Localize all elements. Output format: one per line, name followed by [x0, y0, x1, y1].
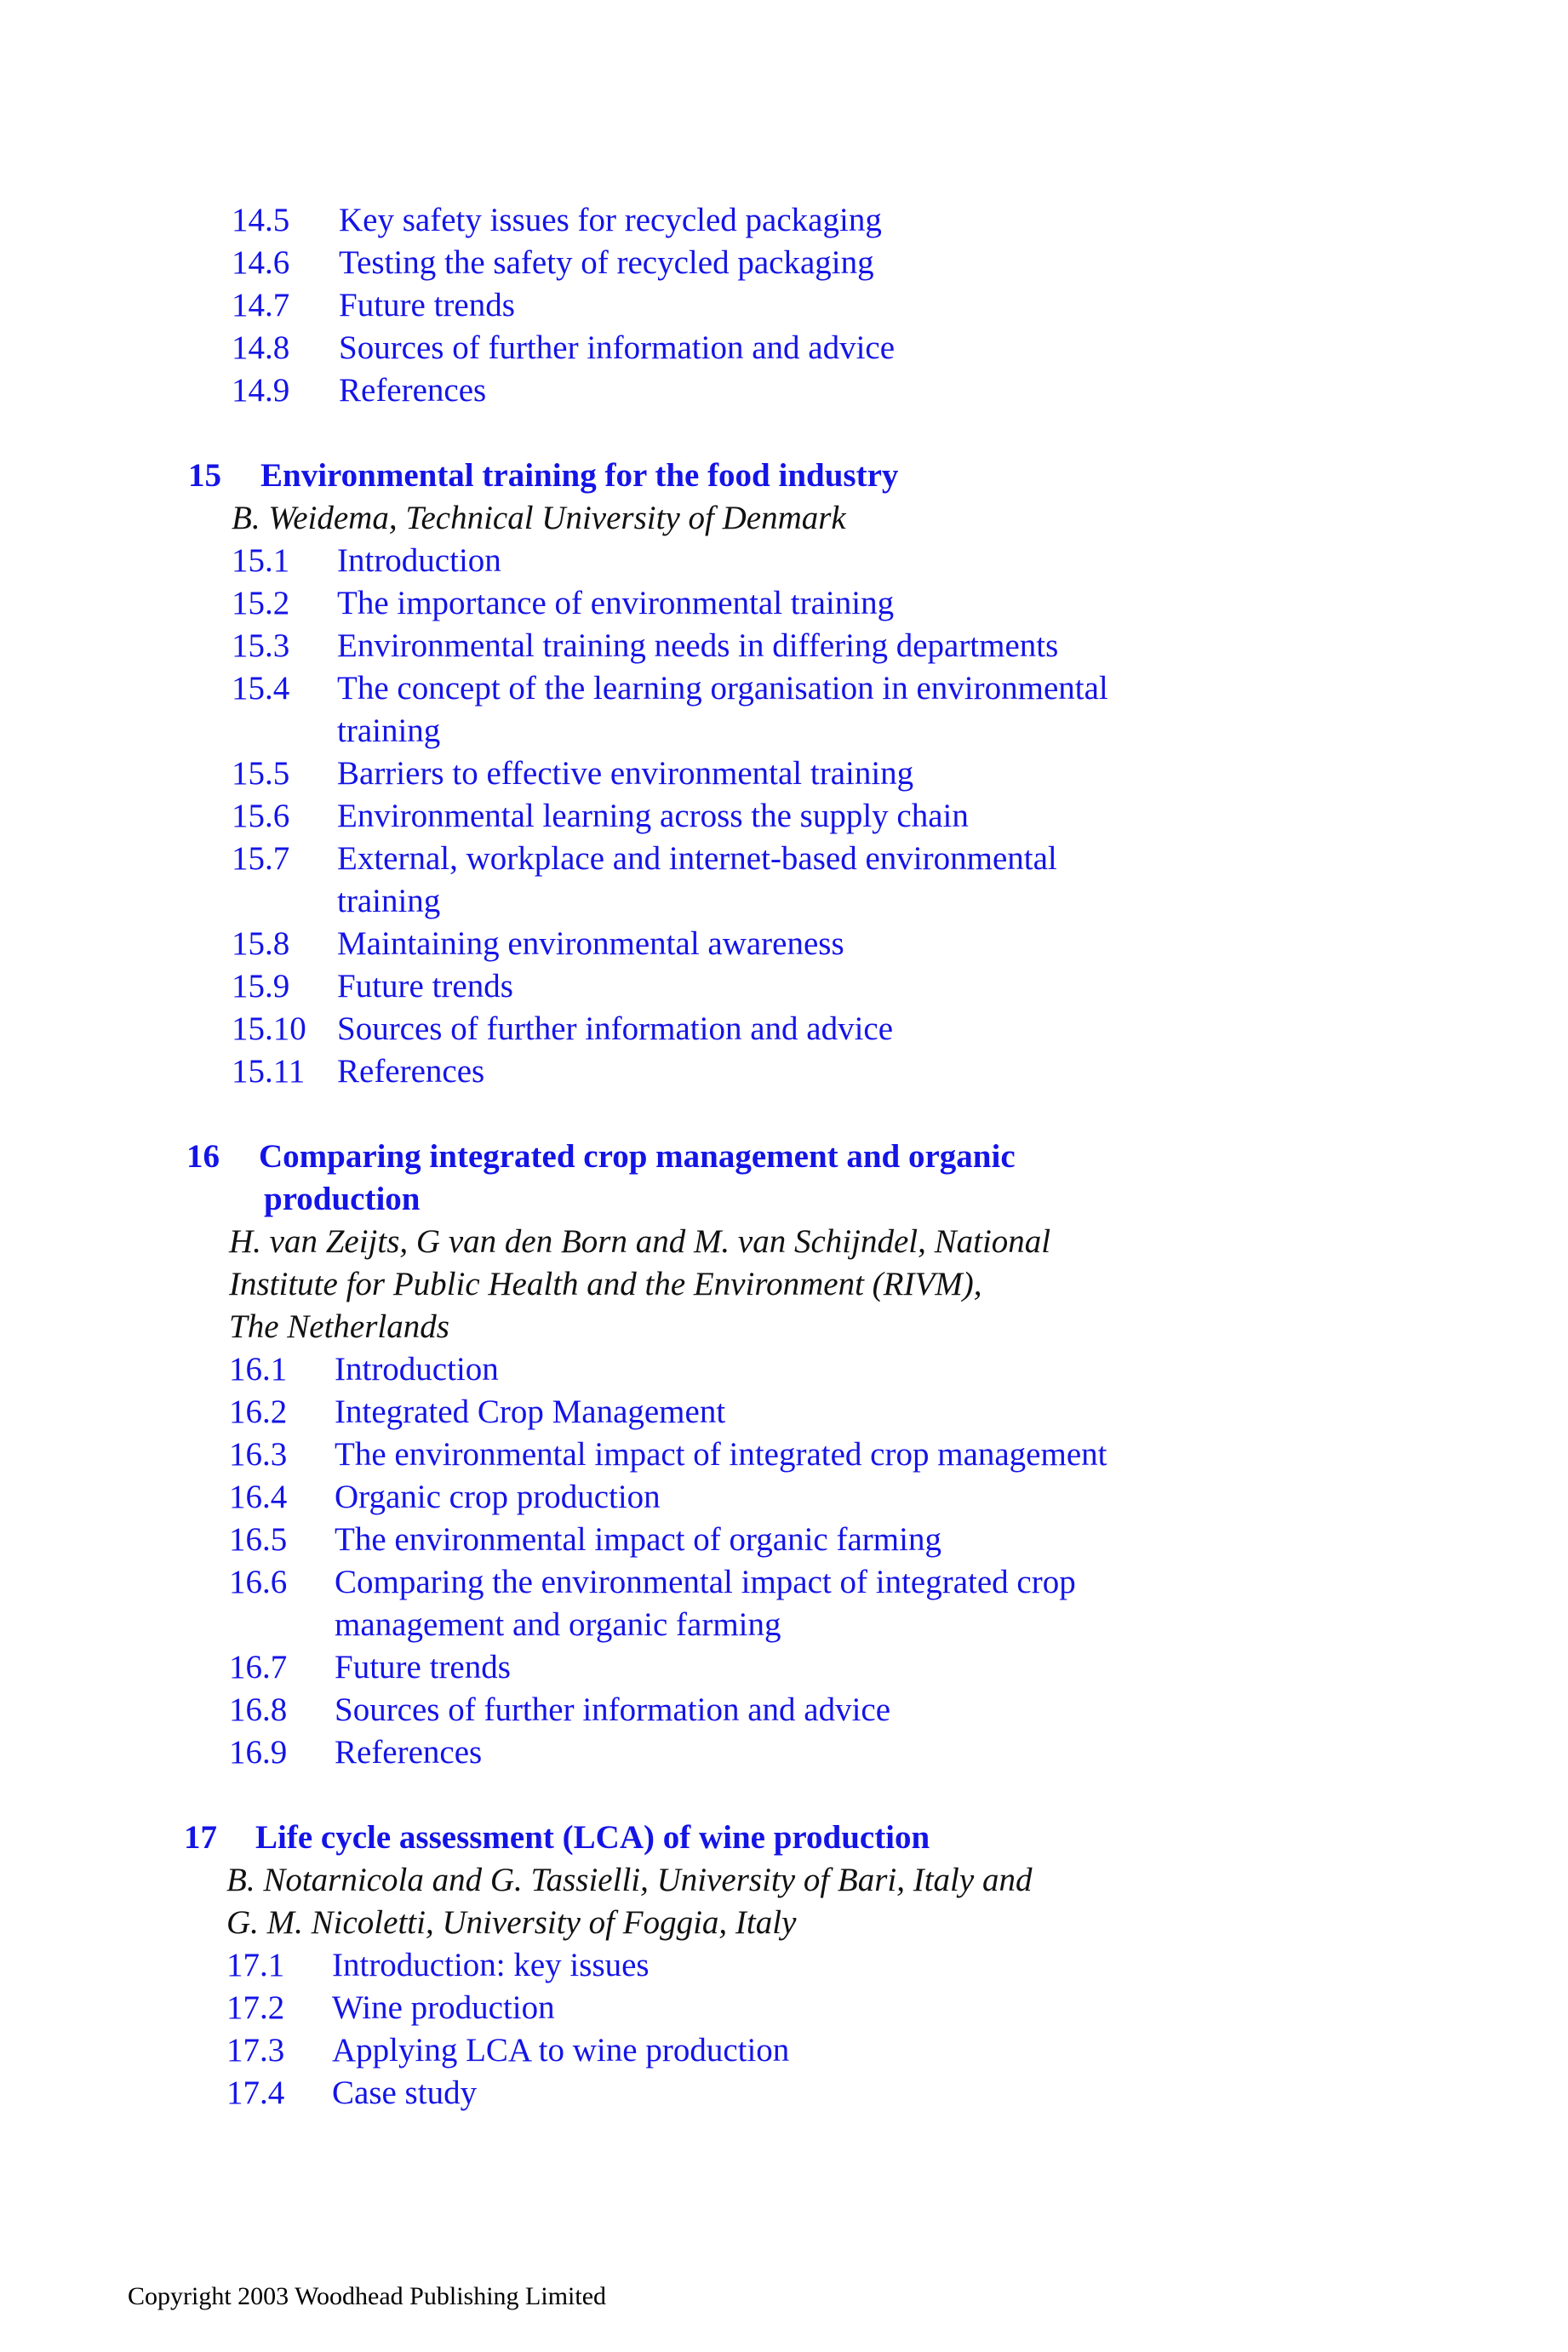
toc-entry-14-9[interactable]	[232, 369, 486, 412]
toc-entry-17-3[interactable]	[226, 2029, 789, 2072]
section-title: Future trends	[339, 287, 515, 323]
section-title: Key safety issues for recycled packaging	[339, 202, 882, 238]
toc-entry-14-5[interactable]	[232, 199, 882, 242]
section-title: Introduction	[337, 542, 501, 579]
section-number: 15.4	[232, 670, 290, 707]
toc-entry-16-9[interactable]	[229, 1731, 482, 1774]
toc-entry-16-3[interactable]	[229, 1434, 1107, 1476]
section-title: Environmental training needs in differing departments	[337, 627, 1059, 664]
chapter-17-author-line-2: G. M. Nicoletti, University of Foggia, Italy	[226, 1904, 797, 1941]
toc-entry-15-7-continuation[interactable]: training	[337, 883, 441, 919]
copyright-footer: Copyright 2003 Woodhead Publishing Limited	[128, 2282, 607, 2310]
chapter-16-author-line-1: H. van Zeijts, G van den Born and M. van Schijndel, National	[229, 1223, 1051, 1260]
section-number: 15.2	[232, 585, 290, 621]
section-number: 15.3	[232, 627, 290, 664]
section-number: 15.6	[232, 798, 290, 834]
section-title: Sources of further information and advice	[335, 1691, 891, 1728]
toc-entry-15-10[interactable]	[232, 1008, 893, 1050]
toc-entry-15-1[interactable]	[232, 540, 501, 582]
toc-entry-16-1[interactable]	[229, 1348, 499, 1391]
section-title: References	[335, 1734, 483, 1771]
toc-entry-15-3[interactable]	[232, 625, 1058, 667]
toc-entry-16-2[interactable]	[229, 1391, 725, 1434]
toc-entry-17-2[interactable]	[226, 1987, 555, 2029]
toc-entry-17-4[interactable]	[226, 2072, 477, 2115]
toc-entry-15-11[interactable]	[232, 1050, 484, 1093]
section-title: Wine production	[332, 1989, 555, 2026]
section-number: 16.1	[229, 1351, 288, 1388]
section-title: The concept of the learning organisation in environmental	[337, 670, 1108, 707]
section-number: 14.6	[232, 244, 290, 281]
toc-entry-14-7[interactable]	[232, 284, 515, 327]
section-number: 16.2	[229, 1393, 288, 1430]
section-title: The environmental impact of integrated crop management	[335, 1436, 1107, 1473]
section-number: 15.5	[232, 755, 290, 792]
chapter-16-author-line-3: The Netherlands	[229, 1308, 449, 1345]
toc-entry-14-8[interactable]	[232, 327, 895, 369]
chapter-number: 16	[186, 1138, 220, 1175]
section-number: 16.5	[229, 1521, 288, 1558]
chapter-17-heading[interactable]	[184, 1817, 930, 1859]
section-title: Maintaining environmental awareness	[337, 925, 844, 962]
section-title: Future trends	[337, 968, 513, 1004]
toc-entry-15-8[interactable]	[232, 923, 844, 965]
toc-entry-15-7[interactable]	[232, 838, 1057, 880]
chapter-16-author-line-2: Institute for Public Health and the Environment (RIVM),	[229, 1266, 982, 1302]
section-title: References	[339, 372, 487, 409]
section-title: Introduction: key issues	[332, 1947, 650, 1983]
chapter-17-author-line-1: B. Notarnicola and G. Tassielli, University of Bari, Italy and	[226, 1862, 1033, 1898]
section-number: 14.9	[232, 372, 290, 409]
section-title: Future trends	[335, 1649, 511, 1685]
section-number: 16.4	[229, 1479, 288, 1515]
section-number: 16.7	[229, 1649, 288, 1685]
section-title: Testing the safety of recycled packaging	[339, 244, 874, 281]
section-number: 15.8	[232, 925, 290, 962]
section-number: 16.9	[229, 1734, 288, 1771]
section-number: 15.9	[232, 968, 290, 1004]
chapter-16-heading[interactable]	[186, 1136, 1016, 1178]
toc-entry-17-1[interactable]	[226, 1944, 650, 1987]
section-title: Sources of further information and advice	[337, 1010, 894, 1047]
chapter-number: 17	[184, 1819, 217, 1856]
toc-entry-15-6[interactable]	[232, 795, 969, 838]
chapter-number: 15	[188, 457, 221, 494]
toc-entry-15-4[interactable]	[232, 667, 1108, 710]
section-number: 16.8	[229, 1691, 288, 1728]
chapter-title: Comparing integrated crop management and organic	[259, 1138, 1016, 1175]
section-title: Applying LCA to wine production	[332, 2032, 790, 2069]
chapter-15-author: B. Weidema, Technical University of Denmark	[232, 500, 846, 536]
section-title: External, workplace and internet-based environmental	[337, 840, 1057, 877]
section-number: 16.6	[229, 1564, 288, 1600]
section-title: The environmental impact of organic farming	[335, 1521, 941, 1558]
section-title: Comparing the environmental impact of integrated crop	[335, 1564, 1076, 1600]
chapter-16-heading-continuation[interactable]: production	[264, 1181, 421, 1217]
section-number: 17.2	[226, 1989, 285, 2026]
toc-entry-16-6-continuation[interactable]: management and organic farming	[335, 1606, 781, 1643]
toc-entry-16-4[interactable]	[229, 1476, 661, 1519]
section-number: 17.4	[226, 2074, 285, 2111]
toc-entry-15-4-continuation[interactable]: training	[337, 712, 441, 749]
section-number: 15.7	[232, 840, 290, 877]
section-number: 14.8	[232, 329, 290, 366]
toc-entry-16-6[interactable]	[229, 1561, 1076, 1604]
section-number: 15.10	[232, 1010, 306, 1047]
section-title: The importance of environmental training	[337, 585, 895, 621]
section-title: Environmental learning across the supply chain	[337, 798, 969, 834]
section-title: Organic crop production	[335, 1479, 661, 1515]
toc-entry-14-6[interactable]	[232, 242, 874, 284]
section-number: 14.7	[232, 287, 290, 323]
toc-entry-16-7[interactable]	[229, 1646, 511, 1689]
section-number: 15.1	[232, 542, 290, 579]
section-title: Integrated Crop Management	[335, 1393, 726, 1430]
section-number: 17.3	[226, 2032, 285, 2069]
section-number: 14.5	[232, 202, 290, 238]
section-number: 15.11	[232, 1053, 306, 1090]
toc-entry-15-9[interactable]	[232, 965, 513, 1008]
section-number: 16.3	[229, 1436, 288, 1473]
section-title: Sources of further information and advice	[339, 329, 896, 366]
chapter-title: Environmental training for the food industry	[260, 457, 899, 494]
toc-entry-15-2[interactable]	[232, 582, 894, 625]
section-title: References	[337, 1053, 485, 1090]
toc-entry-16-8[interactable]	[229, 1689, 890, 1731]
chapter-title: Life cycle assessment (LCA) of wine production	[255, 1819, 930, 1856]
section-title: Case study	[332, 2074, 478, 2111]
chapter-15-heading[interactable]	[188, 455, 898, 497]
section-title: Barriers to effective environmental training	[337, 755, 914, 792]
section-number: 17.1	[226, 1947, 285, 1983]
section-title: Introduction	[335, 1351, 499, 1388]
toc-entry-16-5[interactable]	[229, 1519, 941, 1561]
toc-entry-15-5[interactable]	[232, 753, 913, 795]
